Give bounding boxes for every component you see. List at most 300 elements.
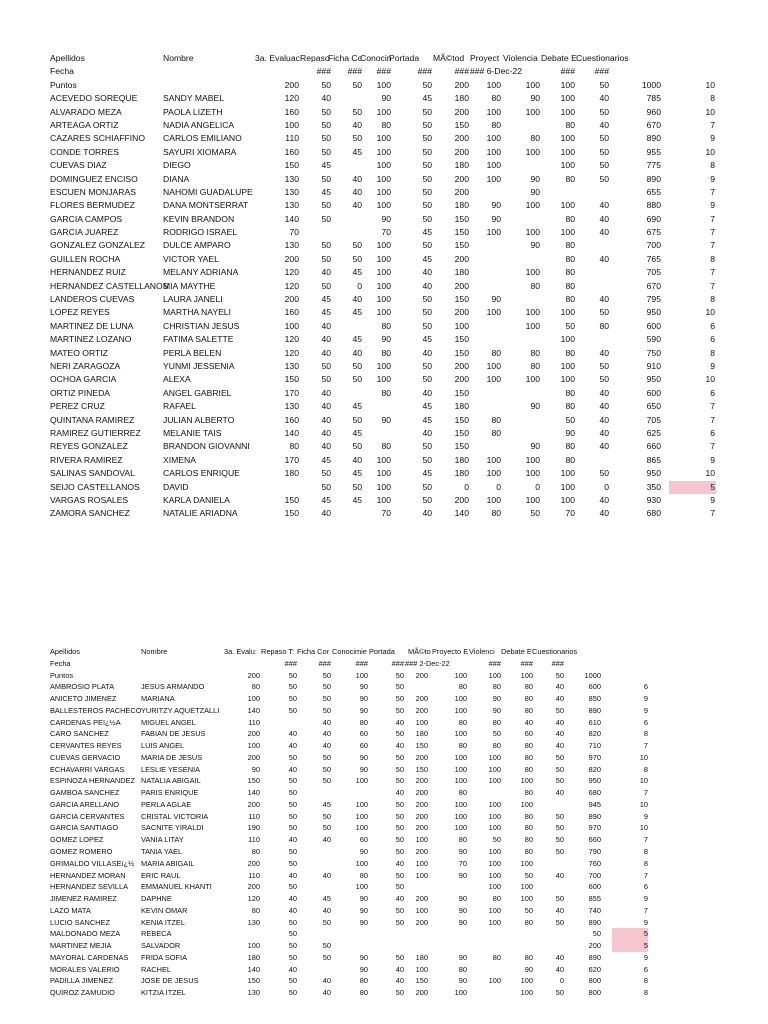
cell[interactable]: 80 [492, 682, 501, 692]
cell[interactable]: 50 [395, 764, 404, 774]
cell[interactable]: 50 [422, 213, 432, 224]
cell[interactable]: 80 [530, 133, 540, 144]
cell[interactable]: 200 [415, 694, 428, 704]
cell[interactable]: 40 [321, 320, 331, 331]
cell[interactable]: 100 [454, 705, 467, 715]
cell[interactable]: 100 [525, 106, 540, 117]
cell[interactable]: 890 [588, 811, 601, 821]
cell[interactable]: 625 [646, 427, 661, 438]
cell[interactable]: 50 [352, 414, 362, 425]
cell[interactable]: 50 [565, 320, 575, 331]
cell[interactable]: NERI ZARAGOZA [50, 360, 121, 371]
cell[interactable]: 50 [288, 929, 297, 939]
cell[interactable]: 970 [588, 752, 601, 762]
cell[interactable]: Puntos [50, 670, 74, 680]
cell[interactable]: 50 [422, 360, 432, 371]
cell[interactable]: 8 [643, 847, 648, 857]
cell[interactable]: 8 [643, 976, 648, 986]
cell[interactable]: 40 [555, 741, 564, 751]
cell[interactable]: Cuestionarios [532, 647, 578, 656]
cell[interactable]: PADILLA JIMENEZ [50, 976, 114, 986]
cell[interactable]: 10 [705, 374, 715, 385]
cell[interactable]: 50 [599, 468, 609, 479]
cell[interactable]: 100 [488, 799, 501, 809]
cell[interactable]: 45 [321, 294, 331, 305]
cell[interactable]: 150 [284, 494, 299, 505]
cell[interactable]: 70 [565, 508, 575, 519]
cell[interactable]: 80 [251, 905, 260, 915]
cell[interactable]: 50 [322, 917, 331, 927]
cell[interactable]: BRANDON GIOVANNI [163, 441, 250, 452]
cell[interactable]: 110 [248, 717, 260, 727]
cell[interactable]: 60 [359, 741, 368, 751]
cell[interactable]: 50 [288, 788, 297, 798]
cell[interactable]: ### [488, 658, 501, 668]
cell[interactable]: 200 [454, 79, 469, 90]
cell[interactable]: 100 [376, 240, 391, 251]
cell[interactable]: 1000 [584, 670, 601, 680]
cell[interactable]: HERNANDEZ CASTELLANOS [50, 280, 169, 291]
cell[interactable]: 40 [422, 387, 432, 398]
cell[interactable]: 100 [525, 267, 540, 278]
cell[interactable]: 10 [705, 79, 715, 90]
cell[interactable]: 80 [491, 347, 501, 358]
cell[interactable]: 80 [530, 360, 540, 371]
cell[interactable]: 200 [415, 917, 428, 927]
cell[interactable]: 80 [289, 441, 299, 452]
cell[interactable]: 100 [525, 320, 540, 331]
cell[interactable]: 50 [422, 160, 432, 171]
cell[interactable]: 45 [352, 468, 362, 479]
cell[interactable]: 50 [322, 705, 331, 715]
cell[interactable]: 40 [288, 870, 297, 880]
cell[interactable]: 80 [381, 119, 391, 130]
cell[interactable]: 40 [599, 494, 609, 505]
cell[interactable]: RIVERA RAMIREZ [50, 454, 123, 465]
cell[interactable]: ### [520, 658, 533, 668]
cell[interactable]: 40 [524, 717, 533, 727]
cell[interactable]: 50 [599, 307, 609, 318]
cell[interactable]: 40 [321, 401, 331, 412]
cell[interactable]: LUIS ANGEL [141, 741, 185, 751]
cell[interactable]: 50 [395, 799, 404, 809]
cell[interactable]: 90 [359, 847, 368, 857]
cell[interactable]: 180 [415, 729, 428, 739]
cell[interactable]: 100 [376, 200, 391, 211]
cell[interactable]: 100 [488, 976, 501, 986]
cell[interactable]: 7 [643, 870, 648, 880]
cell[interactable]: 100 [560, 79, 575, 90]
cell[interactable]: 200 [415, 705, 428, 715]
cell[interactable]: 350 [646, 481, 661, 492]
cell[interactable]: 80 [458, 682, 467, 692]
cell[interactable]: 200 [454, 280, 469, 291]
cell[interactable]: 7 [710, 441, 715, 452]
cell[interactable]: 100 [486, 227, 501, 238]
cell[interactable]: 660 [588, 835, 601, 845]
cell[interactable]: 50 [395, 988, 404, 998]
cell[interactable]: 90 [565, 427, 575, 438]
cell[interactable]: BALLESTEROS PACHECO [50, 705, 142, 715]
cell[interactable]: PERLA BELEN [163, 347, 222, 358]
cell[interactable]: 50 [321, 133, 331, 144]
cell[interactable]: 50 [422, 106, 432, 117]
cell[interactable]: 100 [415, 870, 428, 880]
cell[interactable]: 80 [359, 717, 368, 727]
cell[interactable]: 100 [355, 882, 368, 892]
cell[interactable]: 150 [454, 347, 469, 358]
cell[interactable]: 50 [288, 811, 297, 821]
cell[interactable]: ### [318, 658, 331, 668]
cell[interactable]: Debate E [501, 647, 532, 656]
cell[interactable]: 90 [458, 847, 467, 857]
cell[interactable]: 50 [322, 823, 331, 833]
cell[interactable]: 40 [555, 682, 564, 692]
cell[interactable]: GUILLEN ROCHA [50, 253, 121, 264]
cell[interactable]: 100 [355, 811, 368, 821]
cell[interactable]: RAMIREZ GUTIERREZ [50, 427, 141, 438]
cell[interactable]: 0 [464, 481, 469, 492]
cell[interactable]: 40 [322, 870, 331, 880]
cell[interactable]: 80 [359, 988, 368, 998]
cell[interactable]: 40 [321, 441, 331, 452]
cell[interactable]: 970 [588, 823, 601, 833]
cell[interactable]: 45 [422, 334, 432, 345]
cell[interactable]: PARIS ENRIQUE [141, 788, 199, 798]
cell[interactable]: FLORES BERMUDEZ [50, 200, 135, 211]
cell[interactable]: 765 [646, 253, 661, 264]
cell[interactable]: 880 [646, 200, 661, 211]
cell[interactable]: 100 [486, 173, 501, 184]
cell[interactable]: KITZIA ITZEL [141, 988, 186, 998]
cell[interactable]: 150 [454, 240, 469, 251]
cell[interactable]: 40 [395, 964, 404, 974]
cell[interactable]: 600 [646, 387, 661, 398]
cell[interactable]: 100 [560, 146, 575, 157]
cell[interactable]: 200 [454, 494, 469, 505]
cell[interactable]: 50 [422, 454, 432, 465]
cell[interactable]: 9 [643, 952, 648, 962]
cell[interactable]: 660 [646, 441, 661, 452]
cell[interactable]: 80 [565, 441, 575, 452]
cell[interactable]: 9 [710, 200, 715, 211]
cell[interactable]: 100 [454, 729, 467, 739]
cell[interactable]: 80 [381, 347, 391, 358]
cell[interactable]: 50 [422, 146, 432, 157]
cell[interactable]: OCHOA GARCIA [50, 374, 117, 385]
cell[interactable]: 50 [321, 280, 331, 291]
cell[interactable]: 40 [599, 294, 609, 305]
cell[interactable]: 40 [395, 858, 404, 868]
cell[interactable]: 140 [454, 508, 469, 519]
cell[interactable]: 40 [599, 508, 609, 519]
cell[interactable]: 50 [422, 133, 432, 144]
cell[interactable]: 50 [288, 952, 297, 962]
cell[interactable]: 890 [588, 952, 601, 962]
cell[interactable]: CUEVAS GERVACIO [50, 752, 121, 762]
cell[interactable]: 40 [321, 427, 331, 438]
cell[interactable]: 50 [565, 414, 575, 425]
cell[interactable]: GARCIA JUAREZ [50, 227, 119, 238]
cell[interactable]: ### [376, 66, 391, 77]
cell[interactable]: VARGAS ROSALES [50, 494, 129, 505]
cell[interactable]: 45 [352, 307, 362, 318]
cell[interactable]: ### [417, 66, 432, 77]
cell[interactable]: 50 [422, 481, 432, 492]
cell[interactable]: Apellidos [50, 647, 80, 656]
cell[interactable]: 90 [458, 917, 467, 927]
cell[interactable]: 180 [284, 468, 299, 479]
cell[interactable]: 50 [321, 119, 331, 130]
cell[interactable]: 6 [643, 882, 648, 892]
cell[interactable]: 7 [710, 213, 715, 224]
cell[interactable]: 50 [492, 729, 501, 739]
cell[interactable]: 620 [588, 964, 601, 974]
cell[interactable]: 40 [422, 427, 432, 438]
cell[interactable]: 600 [588, 882, 601, 892]
cell[interactable]: REYES GONZALEZ [50, 441, 128, 452]
cell[interactable]: 50 [321, 146, 331, 157]
cell[interactable]: 100 [376, 468, 391, 479]
cell[interactable]: 100 [376, 374, 391, 385]
cell[interactable]: 180 [454, 454, 469, 465]
cell[interactable]: 150 [454, 334, 469, 345]
cell[interactable]: SACNITE YIRALDI [141, 823, 204, 833]
cell[interactable]: ### [347, 66, 362, 77]
cell[interactable]: 80 [565, 454, 575, 465]
cell[interactable]: 40 [352, 294, 362, 305]
cell[interactable]: 100 [355, 858, 368, 868]
cell[interactable]: 100 [376, 280, 391, 291]
cell[interactable]: JULIAN ALBERTO [163, 414, 235, 425]
cell[interactable]: 180 [454, 200, 469, 211]
cell[interactable]: 80 [524, 694, 533, 704]
cell[interactable]: MALDONADO MEZA [50, 929, 121, 939]
cell[interactable]: 40 [321, 267, 331, 278]
cell[interactable]: 90 [530, 240, 540, 251]
cell[interactable]: 40 [555, 694, 564, 704]
cell[interactable]: 150 [454, 294, 469, 305]
cell[interactable]: 100 [560, 360, 575, 371]
cell[interactable]: 40 [321, 414, 331, 425]
cell[interactable]: 50 [352, 253, 362, 264]
cell[interactable]: 150 [454, 387, 469, 398]
cell[interactable]: 45 [422, 227, 432, 238]
cell[interactable]: 50 [422, 320, 432, 331]
cell[interactable]: ### [391, 658, 404, 668]
cell[interactable]: 50 [322, 811, 331, 821]
cell[interactable]: GAMBOA SANCHEZ [50, 788, 120, 798]
cell[interactable]: 50 [395, 811, 404, 821]
cell[interactable]: 50 [322, 694, 331, 704]
cell[interactable]: 40 [321, 93, 331, 104]
cell[interactable]: 50 [395, 905, 404, 915]
cell[interactable]: 50 [555, 917, 564, 927]
cell[interactable]: 80 [458, 788, 467, 798]
cell[interactable]: 90 [359, 682, 368, 692]
cell[interactable]: KEVIN BRANDON [163, 213, 235, 224]
cell[interactable]: Puntos [50, 79, 77, 90]
cell[interactable]: 45 [321, 494, 331, 505]
cell[interactable]: 6 [710, 334, 715, 345]
cell[interactable]: GARCIA ARELLANO [50, 799, 120, 809]
cell[interactable]: ESPINOZA HERNANDEZ [50, 776, 136, 786]
cell[interactable]: 100 [376, 494, 391, 505]
cell[interactable]: 110 [248, 835, 260, 845]
cell[interactable]: 100 [376, 79, 391, 90]
cell[interactable]: GARCIA CERVANTES [50, 811, 125, 821]
cell[interactable]: 200 [454, 253, 469, 264]
cell[interactable]: 200 [415, 788, 428, 798]
cell[interactable]: 180 [454, 160, 469, 171]
cell[interactable]: 50 [555, 670, 564, 680]
cell[interactable]: 100 [376, 253, 391, 264]
cell[interactable]: 50 [322, 941, 331, 951]
cell[interactable]: MARTINEZ MEJIA [50, 941, 112, 951]
cell[interactable]: 655 [646, 186, 661, 197]
cell[interactable]: 50 [321, 481, 331, 492]
cell[interactable]: 150 [415, 976, 428, 986]
cell[interactable]: 100 [454, 799, 467, 809]
cell[interactable]: HERNANDEZ RUIZ [50, 267, 126, 278]
cell[interactable]: 90 [359, 694, 368, 704]
cell[interactable]: GARCIA CAMPOS [50, 213, 123, 224]
cell[interactable]: 100 [486, 160, 501, 171]
cell[interactable]: 140 [284, 213, 299, 224]
cell[interactable]: 40 [322, 988, 331, 998]
cell[interactable]: Fecha [50, 66, 74, 77]
cell[interactable]: 100 [454, 752, 467, 762]
cell[interactable]: 100 [376, 160, 391, 171]
cell[interactable]: 100 [376, 360, 391, 371]
cell[interactable]: 90 [458, 976, 467, 986]
cell[interactable]: 200 [415, 823, 428, 833]
cell[interactable]: Conocin [360, 53, 392, 63]
cell[interactable]: 100 [284, 320, 299, 331]
cell[interactable]: 200 [415, 670, 428, 680]
cell[interactable]: 100 [454, 988, 467, 998]
cell[interactable]: ALVARADO MEZA [50, 106, 122, 117]
cell[interactable]: 80 [491, 119, 501, 130]
cell[interactable]: 100 [525, 374, 540, 385]
cell[interactable]: SALVADOR [141, 941, 181, 951]
cell[interactable]: 100 [486, 454, 501, 465]
cell[interactable]: 200 [247, 729, 260, 739]
cell[interactable]: QUIROZ ZAMUDIO [50, 988, 115, 998]
cell[interactable]: CERVANTES REYES [50, 741, 122, 751]
cell[interactable]: 50 [592, 929, 601, 939]
cell[interactable]: MORALES VALERIO [50, 964, 120, 974]
cell[interactable]: 45 [321, 454, 331, 465]
cell[interactable]: 70 [289, 227, 299, 238]
cell[interactable]: 9 [710, 173, 715, 184]
cell[interactable]: 50 [321, 253, 331, 264]
cell[interactable]: 7 [710, 414, 715, 425]
cell[interactable]: PEREZ CRUZ [50, 401, 105, 412]
cell[interactable]: 160 [284, 146, 299, 157]
cell[interactable]: 80 [524, 705, 533, 715]
cell[interactable]: SAYURI XIOMARA [163, 146, 237, 157]
cell[interactable]: ### [560, 66, 575, 77]
cell[interactable]: 40 [322, 835, 331, 845]
cell[interactable]: 6 [643, 964, 648, 974]
cell[interactable]: 800 [588, 988, 601, 998]
cell[interactable]: 100 [525, 454, 540, 465]
cell[interactable]: 150 [284, 508, 299, 519]
cell[interactable]: 7 [710, 267, 715, 278]
cell[interactable]: 50 [288, 988, 297, 998]
cell[interactable]: 10 [639, 799, 648, 809]
cell[interactable]: Violencia [503, 53, 538, 63]
cell[interactable]: ANGEL GABRIEL [163, 387, 232, 398]
cell[interactable]: 100 [525, 146, 540, 157]
cell[interactable]: 7 [643, 905, 648, 915]
cell[interactable]: 40 [422, 508, 432, 519]
cell[interactable]: 200 [454, 146, 469, 157]
cell[interactable]: YUNMI JESSENIA [163, 360, 235, 371]
cell[interactable]: MARTINEZ DE LUNA [50, 320, 134, 331]
cell[interactable]: 150 [247, 776, 260, 786]
cell[interactable]: 80 [491, 427, 501, 438]
cell[interactable]: 80 [530, 280, 540, 291]
cell[interactable]: 40 [288, 905, 297, 915]
cell[interactable]: 8 [643, 858, 648, 868]
cell[interactable]: 45 [321, 307, 331, 318]
cell[interactable]: 50 [395, 870, 404, 880]
cell[interactable]: 40 [599, 414, 609, 425]
cell[interactable]: 9 [710, 494, 715, 505]
cell[interactable]: 100 [454, 823, 467, 833]
cell[interactable]: 7 [710, 240, 715, 251]
cell[interactable]: 180 [454, 401, 469, 412]
cell[interactable]: PAOLA LIZETH [163, 106, 223, 117]
cell[interactable]: GARCIA SANTIAGO [50, 823, 119, 833]
cell[interactable]: 7 [710, 227, 715, 238]
cell[interactable]: 180 [247, 952, 260, 962]
cell[interactable]: 160 [284, 106, 299, 117]
cell[interactable]: 100 [376, 173, 391, 184]
cell[interactable]: 50 [322, 682, 331, 692]
cell[interactable]: 50 [422, 119, 432, 130]
cell[interactable]: 50 [322, 776, 331, 786]
cell[interactable]: 200 [454, 374, 469, 385]
cell[interactable]: 120 [284, 93, 299, 104]
cell[interactable]: 7 [643, 835, 648, 845]
cell[interactable]: 90 [530, 441, 540, 452]
cell[interactable]: 80 [524, 917, 533, 927]
cell[interactable]: 100 [486, 106, 501, 117]
cell[interactable]: RODRIGO ISRAEL [163, 227, 238, 238]
cell[interactable]: HERNANDEZ MORAN [50, 870, 126, 880]
cell[interactable]: 100 [525, 200, 540, 211]
cell[interactable]: 7 [710, 508, 715, 519]
cell[interactable]: SEIJO CASTELLANOS [50, 481, 140, 492]
cell[interactable]: 670 [646, 119, 661, 130]
cell[interactable]: 90 [530, 93, 540, 104]
cell[interactable]: 90 [359, 905, 368, 915]
cell[interactable]: 5 [643, 941, 648, 951]
cell[interactable]: 180 [454, 93, 469, 104]
cell[interactable]: 50 [288, 799, 297, 809]
cell[interactable]: JIMENEZ RAMIREZ [50, 894, 117, 904]
cell[interactable]: 100 [376, 267, 391, 278]
cell[interactable]: Proyect [470, 53, 500, 63]
cell[interactable]: 130 [284, 360, 299, 371]
cell[interactable]: CAZARES SCHIAFFINO [50, 133, 146, 144]
cell[interactable]: 50 [599, 360, 609, 371]
cell[interactable]: 50 [395, 776, 404, 786]
cell[interactable]: 50 [395, 705, 404, 715]
